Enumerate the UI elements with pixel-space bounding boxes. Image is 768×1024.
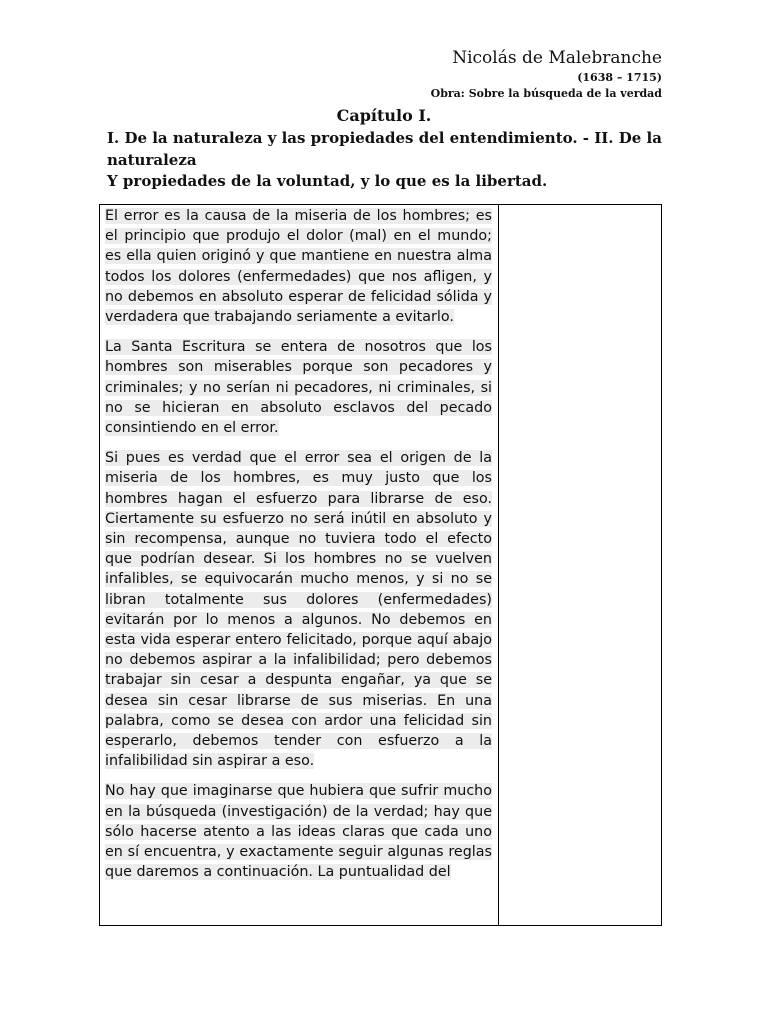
document-header	[431, 46, 662, 102]
chapter-title: Capítulo I.	[336, 106, 432, 125]
text-column	[105, 206, 492, 925]
paragraph	[105, 206, 492, 327]
subtitle-line: Y propiedades de la voluntad, y lo que es la libertad.	[107, 172, 548, 190]
two-column-table	[99, 204, 662, 926]
subtitle-line: I. De la naturaleza y las propiedades del entendimiento. - II. De la	[107, 129, 662, 147]
notes-column	[498, 205, 499, 925]
paragraph-text: El error es la causa de la miseria de los hombres; es el principio que produjo el dolor (mal) en el mundo; es ella quien originó y que mantiene en nuestra alma todos los dolores (enfermedades) que nos afligen, y no debemos en absoluto esperar de felicidad sólida y verdadera que trabajando seriamente a evitarlo.	[105, 208, 492, 326]
subtitle-line: naturaleza	[107, 150, 197, 169]
paragraph-text: No hay que imaginarse que hubiera que sufrir mucho en la búsqueda (investigación) de la verdad; hay que sólo hacerse atento a las ideas claras que cada uno en sí encuentra, y exactamente seguir algunas reglas que daremos a continuación. La puntualidad del	[105, 783, 492, 881]
work-title: Obra: Sobre la búsqueda de la verdad	[430, 87, 662, 100]
author-years: (1638 – 1715)	[577, 71, 662, 84]
paragraph-text: La Santa Escritura se entera de nosotros que los hombres son miserables porque son pecadores y criminales; y no serían ni pecadores, ni criminales, si no se hicieran en absoluto esclavos del pecado consintiendo en el error.	[105, 339, 492, 437]
paragraph	[105, 448, 492, 771]
paragraph-text: Si pues es verdad que el error sea el origen de la miseria de los hombres, es muy justo que los hombres hagan el esfuerzo para librarse de eso. Ciertamente su esfuerzo no será inútil en absoluto y sin recompensa, aunque no tuviera todo el efecto que podrían desear. Si los hombres no se vuelven infalibles, se equivocarán mucho menos, y si no se libran totalmente sus dolores (enfermedades) evitarán por lo menos a algunos. No debemos en esta vida esperar entero felicitado, porque aquí abajo no debemos aspirar a la infalibilidad; pero debemos trabajar sin cesar a despunta engañar, ya que se desea sin cesar librarse de sus miserias. En una palabra, como se desea con ardor una felicidad sin esperarlo, debemos tender con esfuerzo a la infalibilidad sin aspirar a eso.	[105, 450, 492, 770]
author-name: Nicolás de Malebranche	[452, 48, 662, 68]
paragraph	[105, 337, 492, 438]
chapter-subtitle	[107, 128, 662, 193]
paragraph	[105, 781, 492, 882]
